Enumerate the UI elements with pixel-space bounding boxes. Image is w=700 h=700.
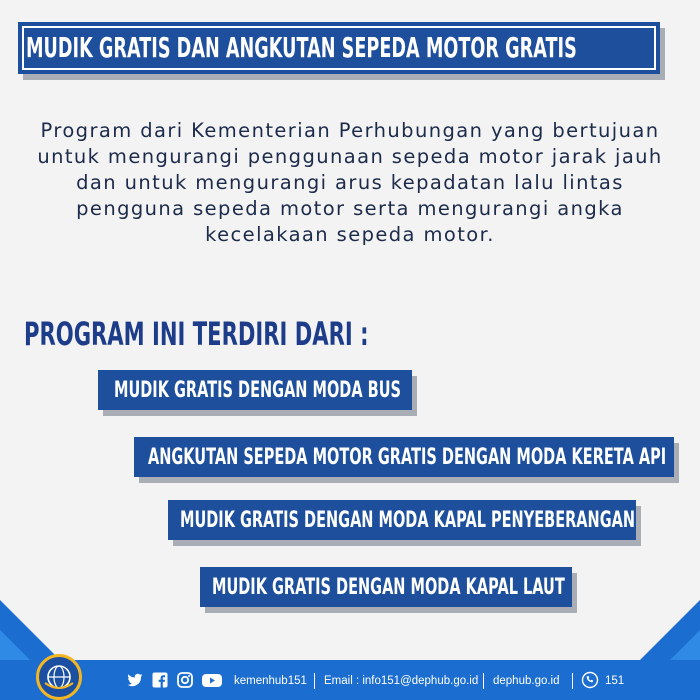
program-heading: PROGRAM INI TERDIRI DARI : bbox=[24, 315, 369, 353]
description-line: pengguna sepeda motor serta mengurangi angka bbox=[76, 197, 624, 220]
description-line: kecelakaan sepeda motor. bbox=[205, 223, 495, 246]
instagram-icon[interactable] bbox=[176, 671, 194, 689]
footer-divider bbox=[572, 673, 573, 689]
program-item-label: MUDIK GRATIS DENGAN MODA KAPAL LAUT bbox=[212, 575, 565, 600]
program-item-label: MUDIK GRATIS DENGAN MODA KAPAL PENYEBERANGAN bbox=[180, 508, 636, 533]
youtube-icon[interactable] bbox=[201, 671, 223, 689]
title-banner bbox=[18, 22, 660, 74]
phone-icon bbox=[581, 671, 599, 689]
program-item-label: ANGKUTAN SEPEDA MOTOR GRATIS DENGAN MODA KERETA API bbox=[148, 445, 667, 470]
footer-username[interactable]: kemenhub151 bbox=[234, 675, 307, 687]
twitter-icon[interactable] bbox=[126, 671, 144, 689]
description-line: dan untuk mengurangi arus kepadatan lalu lintas bbox=[76, 171, 624, 194]
footer-website[interactable]: dephub.go.id bbox=[493, 675, 560, 687]
program-item-ship bbox=[200, 567, 572, 607]
program-item-ferry bbox=[168, 500, 636, 540]
footer-email[interactable]: Email : info151@dephub.go.id bbox=[324, 675, 479, 687]
footer-divider bbox=[483, 673, 484, 689]
social-icons bbox=[126, 671, 223, 689]
description-line: untuk mengurangi penggunaan sepeda motor jarak jauh bbox=[37, 145, 663, 168]
program-item-label: MUDIK GRATIS DENGAN MODA BUS bbox=[114, 378, 401, 403]
description-line: Program dari Kementerian Perhubungan yang bertujuan bbox=[40, 119, 660, 142]
kemenhub-logo bbox=[36, 654, 82, 700]
footer-phone[interactable]: 151 bbox=[605, 675, 625, 687]
program-item-train bbox=[134, 437, 674, 477]
facebook-icon[interactable] bbox=[151, 671, 169, 689]
program-item-bus bbox=[98, 370, 412, 410]
program-description bbox=[20, 118, 680, 248]
page-title: MUDIK GRATIS DAN ANGKUTAN SEPEDA MOTOR GRATIS bbox=[26, 31, 577, 64]
globe-emblem-icon bbox=[39, 657, 79, 697]
footer-divider bbox=[314, 673, 315, 689]
